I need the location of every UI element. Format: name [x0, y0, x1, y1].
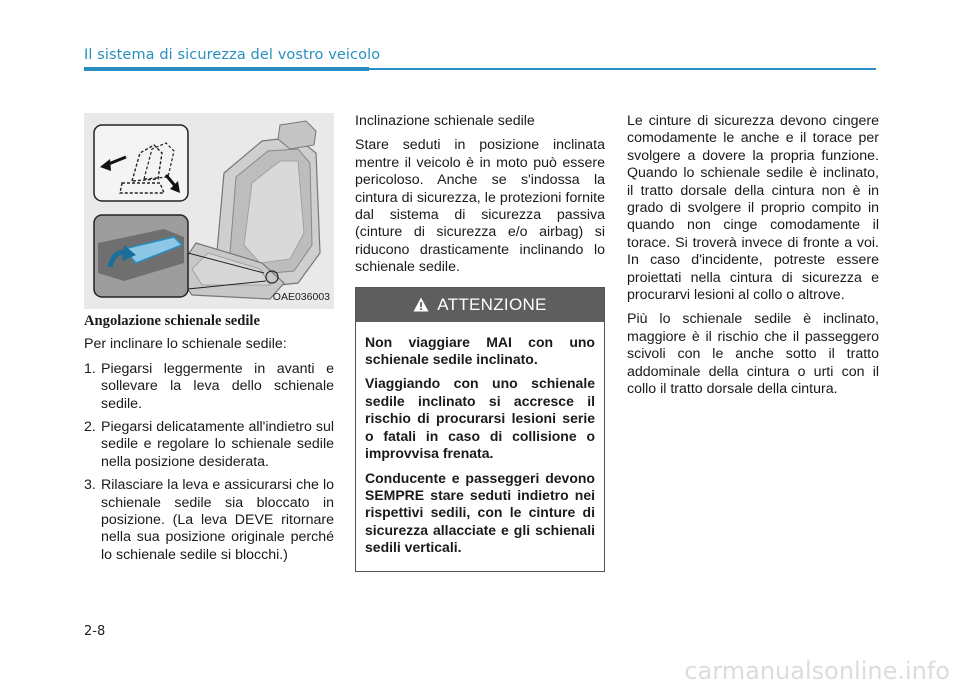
step-text: Rilasciare la leva e assicurarsi che lo schienale sedile sia bloccato in posizione. (La leva DEVE ritornare nella sua posizione originale perché lo schienale sedile si blocchi.)	[101, 477, 334, 563]
watermark: carmanualsonline.info	[684, 657, 950, 685]
column-left	[84, 113, 334, 570]
step-number: 1.	[84, 360, 96, 377]
step-text: Piegarsi delicatamente all'indietro sul sedile e regolare lo schienale sedile nella posizione desiderata.	[101, 419, 334, 470]
seat-illustration	[84, 113, 334, 309]
paragraph: Le cinture di sicurezza devono cingere comodamente le anche e il torace per svolgere a dovere la propria funzione. Quando lo schienale sedile è inclinato, il tratto dorsale della cintura non è in grado di svolgere il proprio compito in quando non cinge comodamente il torace. Si troverà invece di fronte a voi. In caso d'incidente, potreste essere proiettati nella cintura di sicurezza e procurarvi lesioni al collo o altrove.	[627, 113, 879, 304]
list-item	[84, 419, 334, 471]
paragraph: Stare seduti in posizione inclinata mentre il veicolo è in moto può essere pericoloso. Anche se s'indossa la cintura di sicurezza, le protezioni fornite dal sistema di sicurezza passiva (cinture di sicurezza e/o airbag) si riducono drasticamente inclinando lo schienale sedile.	[355, 137, 605, 276]
steps-list	[84, 361, 334, 564]
section-title: Il sistema di sicurezza del vostro veicolo	[84, 47, 381, 63]
step-number: 3.	[84, 477, 96, 494]
seat-figure	[84, 113, 334, 309]
warning-box	[355, 287, 605, 572]
warning-header	[356, 288, 604, 322]
section-heading: Angolazione schienale sedile	[84, 313, 260, 329]
header-rule	[84, 67, 369, 71]
step-text: Piegarsi leggermente in avanti e sollevare la leva dello schienale sedile.	[101, 360, 334, 412]
warning-body	[356, 322, 604, 571]
warning-paragraph: Viaggiando con uno schienale sedile inclinato si accresce il rischio di procurarsi lesioni serie o fatali in caso di collisione o improvvisa frenata.	[365, 375, 595, 462]
column-right	[627, 113, 879, 406]
warning-paragraph: Non viaggiare MAI con uno schienale sedile inclinato.	[365, 333, 595, 368]
paragraph: Più lo schienale sedile è inclinato, maggiore è il rischio che il passeggero scivoli con le anche sotto il tratto addominale della cintura o urti con il collo il tratto dorsale della cintura.	[627, 311, 879, 398]
column-middle	[355, 113, 605, 572]
warning-triangle-icon	[413, 297, 429, 312]
subheading: Inclinazione schienale sedile	[355, 113, 535, 129]
header-rule-thin	[369, 68, 876, 70]
figure-code: OAE036003	[272, 290, 330, 303]
page-number: 2-8	[84, 624, 106, 639]
warning-title: ATTENZIONE	[437, 294, 547, 314]
step-number: 2.	[84, 419, 96, 436]
warning-paragraph: Conducente e passeggeri devono SEMPRE stare seduti indietro nei rispettivi sedili, con le cinture di sicurezza allacciate e gli schienali sedili verticali.	[365, 469, 595, 556]
list-item	[84, 477, 334, 564]
intro-text: Per inclinare lo schienale sedile:	[84, 336, 287, 353]
list-item	[84, 361, 334, 413]
